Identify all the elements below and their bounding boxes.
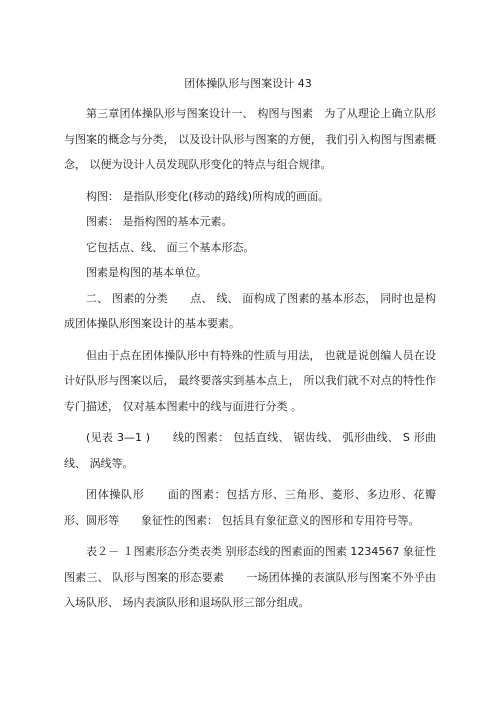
paragraph-element-classification: 二、 图素的分类 点、 线、 面构成了图素的基本形态， 同时也是构成团体操队形图案设计的基本要素。 xyxy=(64,291,436,330)
paragraph-table-and-formation: 表２－ １图素形态分类表类 别形态线的图素面的图素 1234567 象征性图素三、 队形与图案的形态要素 一场团体操的表演队形与图案不外乎由入场队形、 场内表演队形和退场队形三部分组成。 xyxy=(64,545,436,609)
paragraph-basic-unit: 图素是构图的基本单位。 xyxy=(86,266,207,279)
paragraph-chapter-intro: 第三章团体操队形与图案设计一、 构图与图素 为了从理论上确立队形与图案的概念与分类， 以及设计队形与图案的方便， 我们引入构图与图素概念， 以便为设计人员发现队形变化的特点与组合规律。 xyxy=(64,107,436,171)
paragraph-element-definition: 图素： 是指构图的基本元素。 xyxy=(86,215,233,228)
paragraph-surface-elements: 团体操队形 面的图素：包括方形、三角形、菱形、多边形、花瓣形、圆形等 象征性的图素： 包括具有象征意义的图形和专用符号等。 xyxy=(64,488,436,527)
paragraph-line-elements: (见表 3—1 ) 线的图素： 包括直线、 锯齿线、 弧形曲线、 S 形曲线、 涡线等。 xyxy=(64,431,436,470)
document-body xyxy=(64,101,436,622)
document-title: 团体操队形与图案设计 43 xyxy=(184,77,312,90)
paragraph-point-usage: 但由于点在团体操队形中有特殊的性质与用法， 也就是说创编人员在设计好队形与图案以后， 最终要落实到基本点上， 所以我们就不对点的特性作专门描述， 仅对基本图素中的线与面进行分类 。 xyxy=(64,348,436,413)
paragraph-basic-forms: 它包括点、线、 面三个基本形态。 xyxy=(86,240,255,254)
paragraph-composition-definition: 构图： 是指队形变化(移动的路线)所构成的画面。 xyxy=(86,189,330,203)
